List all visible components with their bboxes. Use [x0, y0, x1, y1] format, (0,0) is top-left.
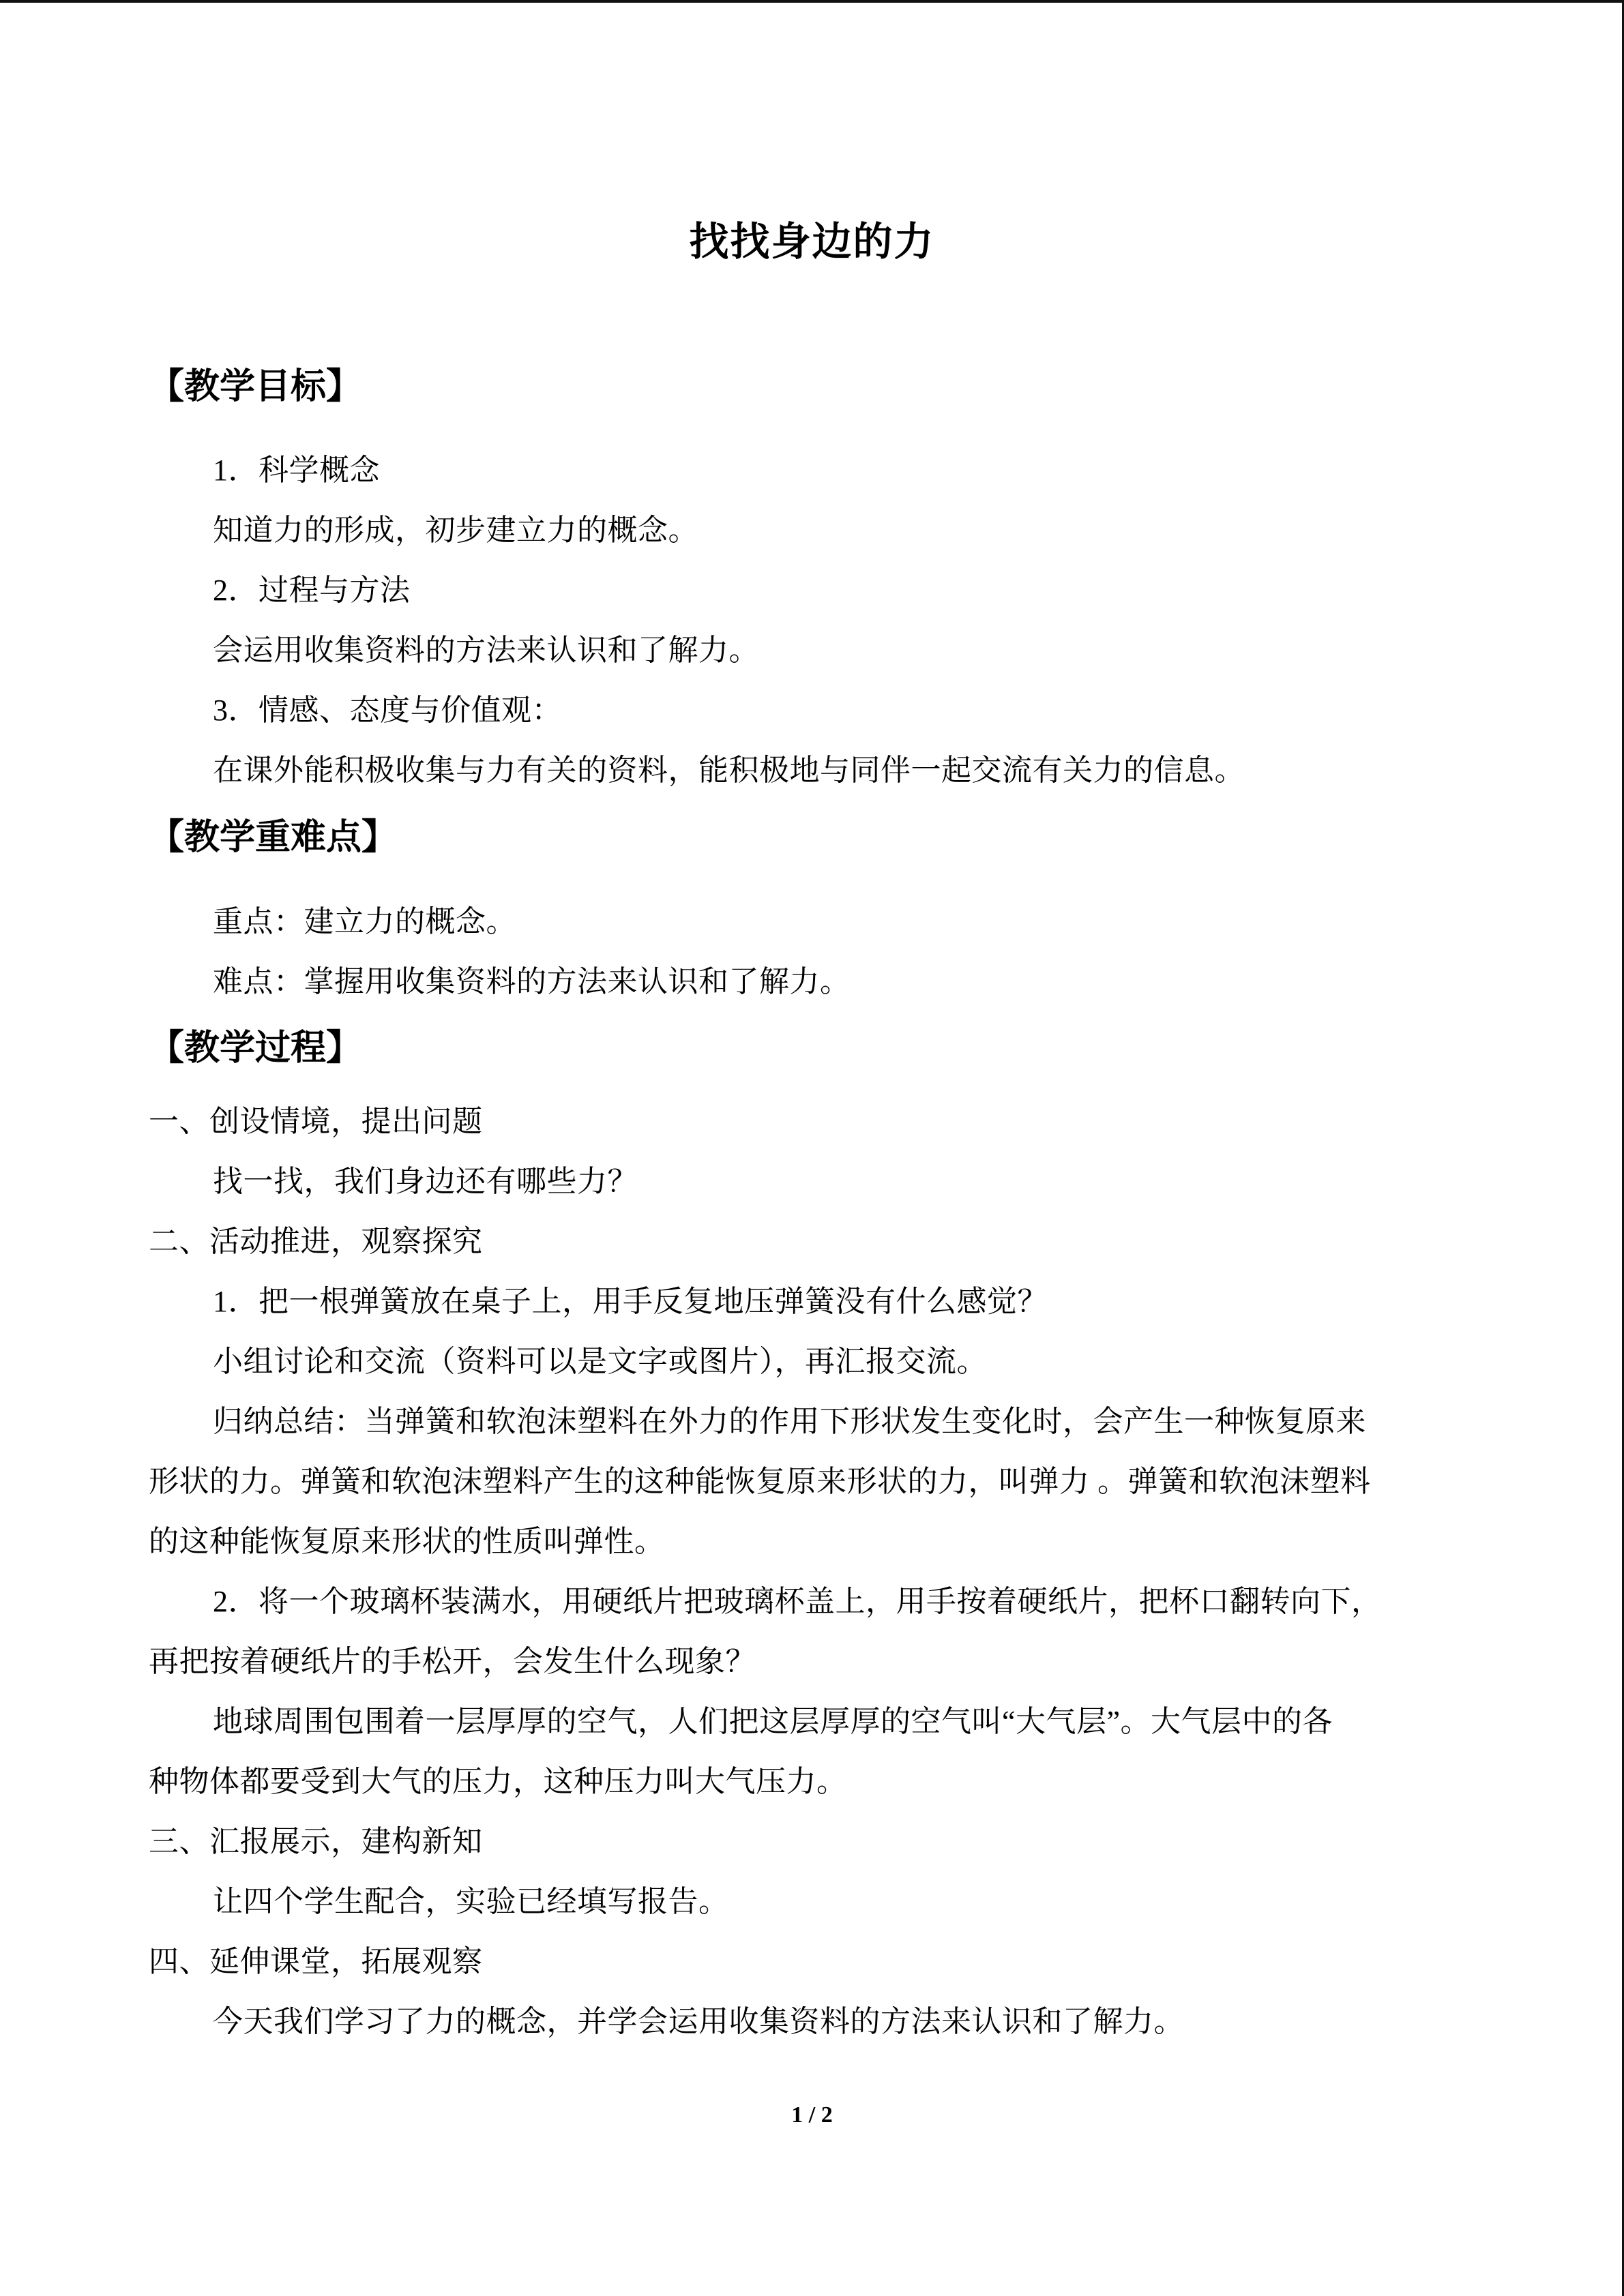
process-line: 小组讨论和交流（资料可以是文字或图片），再汇报交流。: [213, 1345, 987, 1378]
difficult-point: 难点：掌握用收集资料的方法来认识和了解力。: [213, 965, 851, 998]
process-line: 2．将一个玻璃杯装满水，用硬纸片把玻璃杯盖上，用手按着硬纸片，把杯口翻转向下，: [213, 1585, 1382, 1618]
process-step-1-heading: 一、创设情境，提出问题: [149, 1105, 483, 1138]
document-title: 找找身边的力: [689, 220, 935, 264]
key-point: 重点：建立力的概念。: [213, 905, 516, 938]
heading-key-points: 【教学重难点】: [149, 818, 398, 857]
process-line: 今天我们学习了力的概念，并学会运用收集资料的方法来认识和了解力。: [213, 2005, 1184, 2038]
heading-objectives: 【教学目标】: [149, 368, 362, 406]
process-line: 归纳总结：当弹簧和软泡沫塑料在外力的作用下形状发生变化时，会产生一种恢复原来: [213, 1405, 1366, 1438]
objective-3-text: 在课外能积极收集与力有关的资料，能积极地与同伴一起交流有关力的信息。: [213, 754, 1245, 787]
page-top-border: [0, 0, 1624, 3]
objective-1-text: 知道力的形成，初步建立力的概念。: [213, 513, 698, 547]
process-line: 形状的力。弹簧和软泡沫塑料产生的这种能恢复原来形状的力，叫弹力 。弹簧和软泡沫塑料: [149, 1465, 1371, 1498]
page-number: 1 / 2: [791, 2102, 833, 2128]
objective-1-title: 1．科学概念: [213, 453, 380, 487]
process-line: 让四个学生配合，实验已经填写报告。: [213, 1885, 729, 1918]
process-line: 种物体都要受到大气的压力，这种压力叫大气压力。: [149, 1765, 847, 1798]
heading-process: 【教学过程】: [149, 1029, 362, 1068]
objective-2-text: 会运用收集资料的方法来认识和了解力。: [213, 633, 759, 667]
process-step-3-heading: 三、汇报展示，建构新知: [149, 1825, 483, 1858]
process-line: 找一找，我们身边还有哪些力？: [213, 1165, 638, 1198]
process-step-2-heading: 二、活动推进，观察探究: [149, 1225, 483, 1258]
objective-2-title: 2．过程与方法: [213, 573, 411, 607]
objective-3-title: 3．情感、态度与价值观：: [213, 694, 562, 727]
process-line: 地球周围包围着一层厚厚的空气，人们把这层厚厚的空气叫“大气层”。大气层中的各: [213, 1705, 1333, 1738]
process-step-4-heading: 四、延伸课堂，拓展观察: [149, 1945, 483, 1978]
process-line: 再把按着硬纸片的手松开，会发生什么现象？: [149, 1645, 756, 1678]
process-line: 1．把一根弹簧放在桌子上，用手反复地压弹簧没有什么感觉？: [213, 1285, 1048, 1318]
process-line: 的这种能恢复原来形状的性质叫弹性。: [149, 1525, 665, 1558]
